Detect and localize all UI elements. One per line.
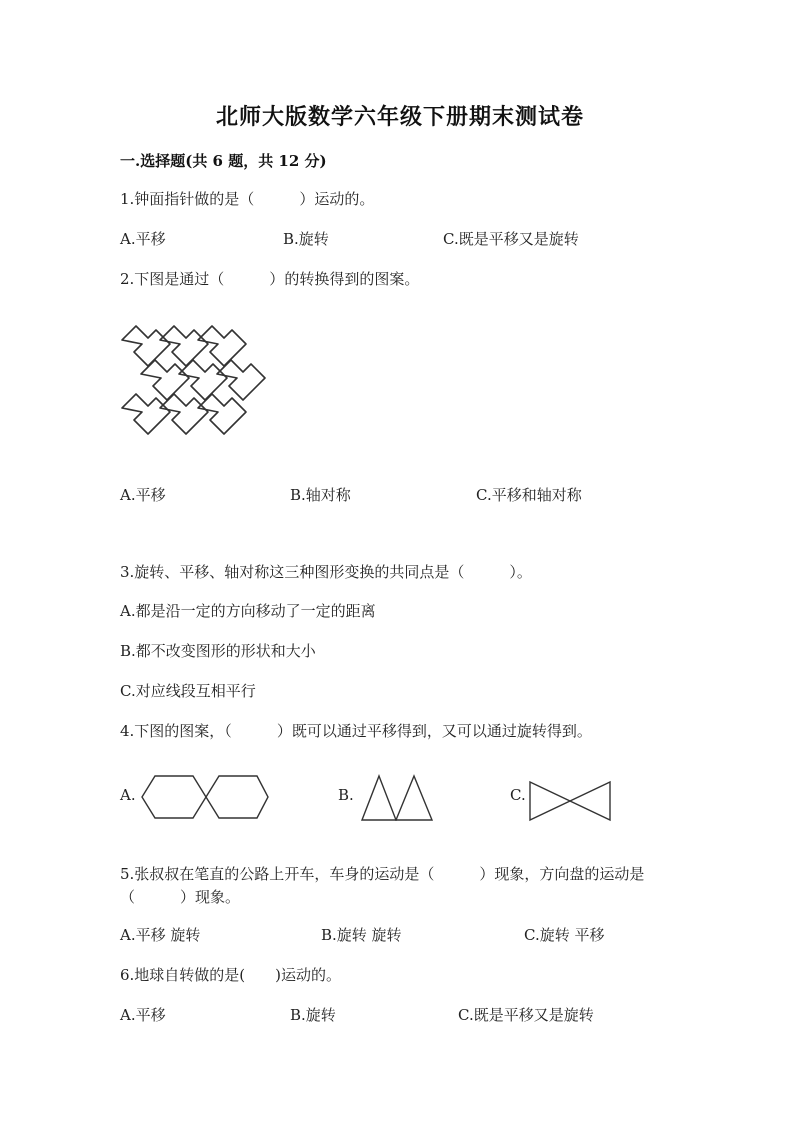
q2-option-a[interactable]: A.平移 xyxy=(120,486,166,504)
q3-option-b[interactable]: B.都不改变图形的形状和大小 xyxy=(120,642,316,660)
q4-two-triangles-figure xyxy=(360,774,438,822)
q5-option-a[interactable]: A.平移 旋转 xyxy=(120,926,201,944)
q3-option-c[interactable]: C.对应线段互相平行 xyxy=(120,682,256,700)
question-1: 1.钟面指针做的是（ ）运动的。 xyxy=(120,190,375,208)
q5-option-b[interactable]: B.旋转 旋转 xyxy=(321,926,402,944)
question-4: 4.下图的图案，（ ）既可以通过平移得到，又可以通过旋转得到。 xyxy=(120,722,592,740)
q4-option-c-label[interactable]: C. xyxy=(510,786,526,804)
question-5-line-2: （ ）现象。 xyxy=(120,888,241,906)
q1-option-c[interactable]: C.既是平移又是旋转 xyxy=(443,230,579,248)
q6-option-a[interactable]: A.平移 xyxy=(120,1006,166,1024)
q6-option-b[interactable]: B.旋转 xyxy=(290,1006,336,1024)
q4-two-hexagons-figure xyxy=(140,774,270,820)
q2-pattern-figure xyxy=(120,320,270,440)
page-title: 北师大版数学六年级下册期末测试卷 xyxy=(215,104,584,130)
question-2: 2.下图是通过（ ）的转换得到的图案。 xyxy=(120,270,420,288)
q4-bowtie-figure xyxy=(528,780,614,822)
q5-option-c[interactable]: C.旋转 平移 xyxy=(524,926,605,944)
section-heading: 一.选择题(共 6 题，共 12 分) xyxy=(120,152,327,170)
q1-option-a[interactable]: A.平移 xyxy=(120,230,166,248)
question-3: 3.旋转、平移、轴对称这三种图形变换的共同点是（ ）。 xyxy=(120,563,532,581)
q2-option-c[interactable]: C.平移和轴对称 xyxy=(476,486,582,504)
q3-option-a[interactable]: A.都是沿一定的方向移动了一定的距离 xyxy=(120,602,376,620)
question-6: 6.地球自转做的是( )运动的。 xyxy=(120,966,342,984)
q2-option-b[interactable]: B.轴对称 xyxy=(290,486,351,504)
q6-option-c[interactable]: C.既是平移又是旋转 xyxy=(458,1006,594,1024)
q4-option-b-label[interactable]: B. xyxy=(338,786,354,804)
q4-option-a-label[interactable]: A. xyxy=(120,786,136,804)
q1-option-b[interactable]: B.旋转 xyxy=(283,230,329,248)
question-5-line-1: 5.张叔叔在笔直的公路上开车，车身的运动是（ ）现象，方向盘的运动是 xyxy=(120,865,645,883)
